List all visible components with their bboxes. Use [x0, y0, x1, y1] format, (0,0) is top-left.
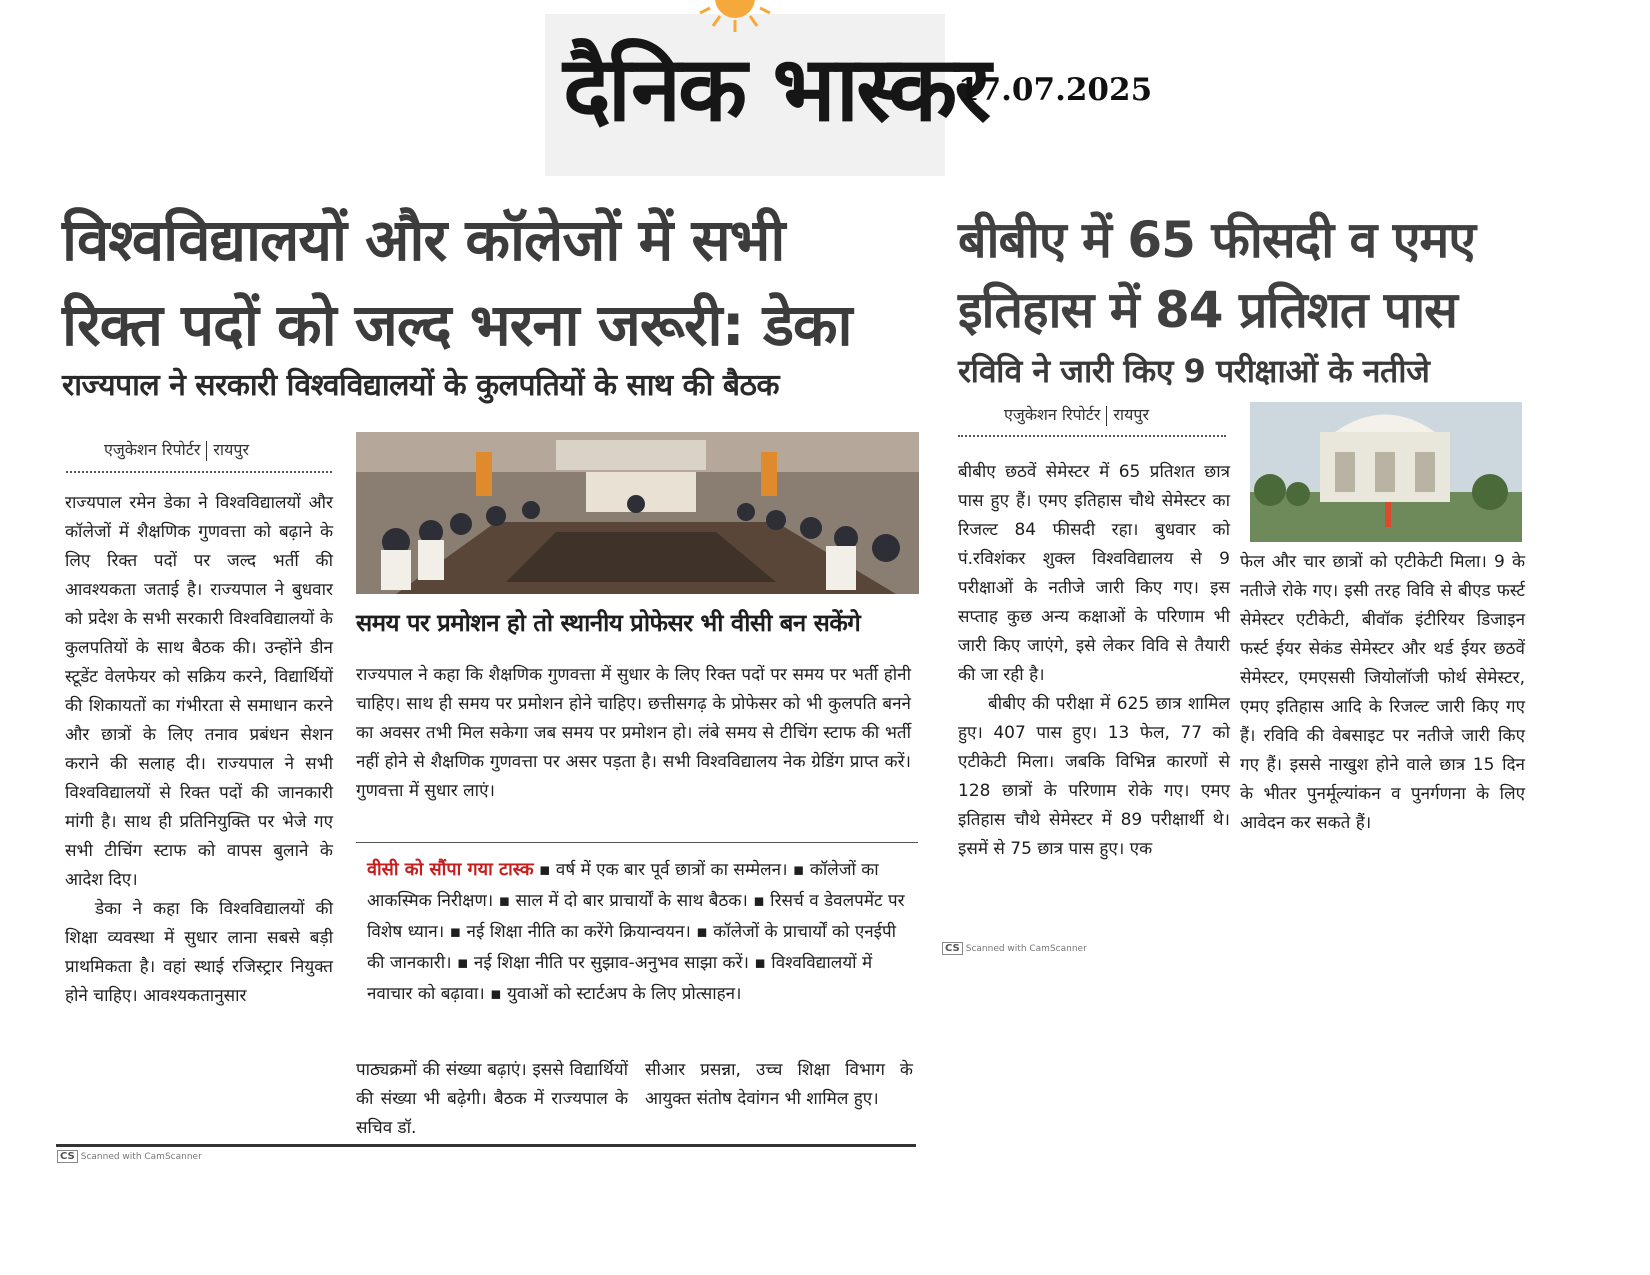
article1-column1 [65, 489, 333, 1134]
article2-subheadline: रविवि ने जारी किए 9 परीक्षाओं के नतीजे [958, 352, 1430, 390]
masthead [545, 14, 989, 176]
article2-byline [1004, 403, 1149, 426]
article2-headline-line1: बीबीए में 65 फीसदी व एमए [958, 211, 1475, 269]
byline-dotted-rule [66, 471, 332, 473]
article1-headline-line2: रिक्त पदों को जल्द भरना जरूरी: डेका [62, 291, 852, 359]
scanner-text: Scanned with CamScanner [965, 944, 1087, 954]
article2-column2 [1240, 548, 1525, 918]
article1-bottom-rule [56, 1144, 916, 1147]
byline-separator [1106, 406, 1107, 426]
article2-headline-line2: इतिहास में 84 प्रतिशत पास [958, 281, 1457, 339]
article1-mid-paragraph: राज्यपाल ने कहा कि शैक्षणिक गुणवत्ता में सुधार के लिए रिक्त पदों पर समय पर भर्ती होनी चाहिए। साथ ही समय पर प्रमोशन होने चाहिए। छत्तीसगढ़ के प्रोफेसर को भी कुलपति बनने का अवसर तभी मिल सकेगा जब समय पर प्रमोशन हो। लंबे समय से टीचिंग स्टाफ की भर्ती नहीं होने से शैक्षणिक गुणवत्ता पर असर पड़ता है। सभी विश्वविद्यालय नेक ग्रेडिंग प्राप्त करें। गुणवत्ता में सुधार लाएं। [356, 665, 911, 801]
article1-column3 [645, 1056, 913, 1146]
article2-paragraph: फेल और चार छात्रों को एटीकेटी मिला। 9 के नतीजे रोके गए। इसी तरह विवि से बीएड फर्स्ट सेमेस्टर एटीकेटी, बीवॉक इंटीरियर डिजाइन फर्स्ट ईयर सेकंड सेमेस्टर और थर्ड ईयर छठवें सेमेस्टर, एमएससी जियोलॉजी फोर्थ सेमेस्टर, एमए इतिहास आदि के रिजल्ट जारी किए गए हैं। रविवि की वेबसाइट पर नतीजे जारी किए गए हैं। इससे नाखुश होने वाले छात्र 15 दिन के भीतर पुनर्मूल्यांकन व पुनर्गणना के लिए आवेदन कर सकते हैं। [1240, 552, 1525, 833]
article1-headline-line1: विश्वविद्यालयों और कॉलेजों में सभी [62, 206, 785, 274]
newspaper-logo: दैनिक भास्कर [563, 37, 989, 142]
article1-crosshead: समय पर प्रमोशन हो तो स्थानीय प्रोफेसर भी वीसी बन सकेंगे [356, 609, 861, 637]
university-photo [1250, 402, 1522, 542]
article2-headline [958, 205, 1608, 345]
scanner-badge: CS [57, 1150, 78, 1163]
task-box-title: वीसी को सौंपा गया टास्क [367, 859, 534, 880]
scanner-badge: CS [942, 942, 963, 955]
section-divider [356, 842, 918, 843]
meeting-photo [356, 432, 919, 594]
task-box [367, 854, 907, 1010]
article1-paragraph: राज्यपाल रमेन डेका ने विश्वविद्यालयों और कॉलेजों में शैक्षणिक गुणवत्ता को बढ़ाने के लिए रिक्त पदों पर जल्द भर्ती की आवश्यकता जताई है। राज्यपाल ने बुधवार को प्रदेश के सभी सरकारी विश्वविद्यालयों के कुलपतियों के साथ बैठक की। उन्होंने डीन स्टूडेंट वेलफेयर को सक्रिय करने, विद्यार्थियों की शिकायतों का गंभीरता से समाधान करने और छात्रों के लिए तनाव प्रबंधन सेशन कराने की सलाह दी। राज्यपाल ने सभी विश्वविद्यालयों से रिक्त पदों की जानकारी मांगी है। साथ ही प्रतिनियुक्ति पर भेजे गए सभी टीचिंग स्टाफ को वापस बुलाने के आदेश दिए। [65, 493, 333, 890]
article1-paragraph: सीआर प्रसन्ना, उच्च शिक्षा विभाग के आयुक्त संतोष देवांगन भी शामिल हुए। [645, 1060, 913, 1109]
scanner-watermark [57, 1150, 202, 1163]
publication-date: 17.07.2025 [958, 72, 1153, 108]
byline-desk: एजुकेशन रिपोर्टर [104, 440, 201, 459]
article1-paragraph: पाठ्यक्रमों की संख्या बढ़ाएं। इससे विद्यार्थियों की संख्या भी बढ़ेगी। बैठक में राज्यपाल के सचिव डॉ. [356, 1060, 628, 1138]
article1-headline [62, 198, 932, 368]
task-box-text: ▪ वर्ष में एक बार पूर्व छात्रों का सम्मेलन। ▪ कॉलेजों का आकस्मिक निरीक्षण। ▪ साल में दो बार प्राचार्यों के साथ बैठक। ▪ रिसर्च व डेवलपमेंट पर विशेष ध्यान। ▪ नई शिक्षा नीति का करेंगे क्रियान्वयन। ▪ कॉलेजों के प्राचार्यों को एनईपी की जानकारी। ▪ नई शिक्षा नीति पर सुझाव-अनुभव साझा करें। ▪ विश्वविद्यालयों में नवाचार को बढ़ावा। ▪ युवाओं को स्टार्टअप के लिए प्रोत्साहन। [367, 860, 905, 1004]
article1-column2 [356, 1056, 628, 1146]
scanner-watermark [942, 942, 1087, 955]
article1-paragraph: डेका ने कहा कि विश्वविद्यालयों की शिक्षा व्यवस्था में सुधार लाना सबसे बड़ी प्राथमिकता है। वहां स्थाई रजिस्ट्रार नियुक्त होने चाहिए। आवश्यकतानुसार [65, 899, 333, 1006]
article2-paragraph: बीबीए की परीक्षा में 625 छात्र शामिल हुए। 407 पास हुए। 13 फेल, 77 को एटीकेटी मिला। जबकि विभिन्न कारणों से 128 छात्रों के परिणाम रोके गए। एमए इतिहास चौथे सेमेस्टर में 89 परीक्षार्थी थे। इसमें से 75 छात्र पास हुए। एक [958, 694, 1230, 859]
article2-paragraph: बीबीए छठवें सेमेस्टर में 65 प्रतिशत छात्र पास हुए हैं। एमए इतिहास चौथे सेमेस्टर का रिजल्ट 84 फीसदी रहा। बुधवार को पं.रविशंकर शुक्ल विश्वविद्यालय से 9 परीक्षाओं के नतीजे जारी किए गए। इस सप्ताह कुछ अन्य कक्षाओं के परिणाम भी जारी किए जाएंगे, इसे लेकर विवि से तैयारी की जा रही है। [958, 462, 1230, 685]
sun-logo-icon [700, 0, 770, 34]
byline-city: रायपुर [213, 440, 249, 459]
article1-byline [104, 438, 249, 461]
byline-dotted-rule [958, 435, 1226, 437]
scanner-text: Scanned with CamScanner [80, 1152, 202, 1162]
article2-column1 [958, 458, 1230, 918]
byline-city: रायपुर [1113, 405, 1149, 424]
meeting-photo-image [356, 432, 919, 594]
article1-subheadline: राज्यपाल ने सरकारी विश्वविद्यालयों के कुलपतियों के साथ की बैठक [62, 368, 779, 403]
byline-desk: एजुकेशन रिपोर्टर [1004, 405, 1101, 424]
university-building-image [1250, 402, 1522, 542]
byline-separator [206, 441, 207, 461]
